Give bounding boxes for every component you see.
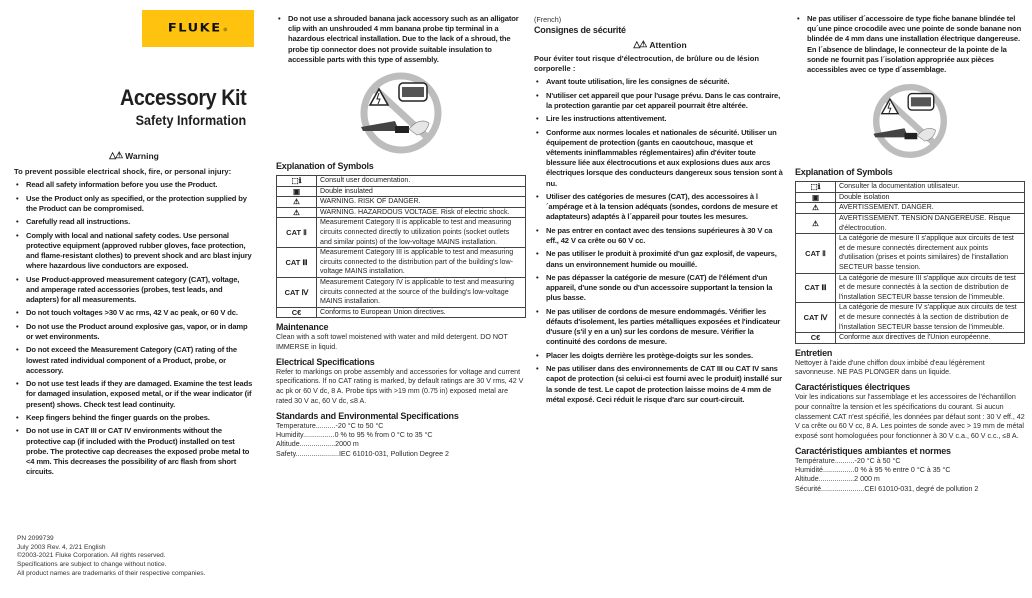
symbol-description: WARNING. HAZARDOUS VOLTAGE. Risk of electric shock. <box>317 207 526 218</box>
symbol-description: Double insulated <box>317 186 526 197</box>
list-item: • Read all safety information before you use the Product. <box>14 180 254 190</box>
table-row <box>277 207 526 218</box>
spec-value: -20 °C to 50 °C <box>335 421 384 430</box>
spec-row: Altitude..................2000 m <box>276 440 359 449</box>
spec-value: 2000 m <box>335 440 359 449</box>
spec-row: Humidité................0 % à 95 % entre 0 °C à 35 °C <box>795 466 951 475</box>
table-row <box>277 176 526 187</box>
warning-triangles-icon: △⚠ <box>633 39 647 49</box>
symbol-description: Consulter la documentation utilisateur. <box>836 182 1025 193</box>
table-row <box>796 192 1025 203</box>
spec-value: 2 000 m <box>854 475 880 484</box>
cat-iv-symbol: CAT Ⅳ <box>796 303 836 333</box>
french-electrical-heading: Caractéristiques électriques <box>795 382 910 393</box>
symbol-description: Double isolation <box>836 192 1025 203</box>
spec-label: Sécurité <box>795 484 822 493</box>
document-title: Accessory Kit <box>119 85 246 110</box>
banana-clip-prohibited-illustration <box>868 81 952 161</box>
spec-row: Altitude..................2 000 m <box>795 475 880 484</box>
french-symbols-heading: Explanation of Symbols <box>795 167 893 178</box>
warning-triangles-icon: △⚠ <box>109 150 123 160</box>
ce-mark-icon: C€ <box>796 333 836 344</box>
spec-label: Température <box>795 456 835 465</box>
list-item: • Ne pas utiliser de cordons de mesure endommagés. Vérifier les défauts d'isolement, les parties métalliques exposées et l'indicateur d'usure (s'il y en a un) sur les cordons de mesure. Vérifier la continuité des cordons de mesure. <box>534 307 786 348</box>
spec-value: IEC 61010-031, Pollution Degree 2 <box>338 449 449 458</box>
book-info-icon: ⬚ℹ <box>277 176 317 187</box>
list-item: • Ne pas utiliser le produit à proximité d'un gaz explosif, de vapeurs, dans un environnement humide ou mouillé. <box>534 249 786 269</box>
french-maintenance-text: Nettoyer à l'aide d'une chiffon doux imbibé d'eau légèrement savonneuse. NE PAS PLONGER dans un liquide. <box>795 358 985 377</box>
specs-list <box>276 422 526 460</box>
table-row <box>796 203 1025 214</box>
list-item: • N'utiliser cet appareil que pour l'usage prévu. Dans le cas contraire, la protection garantie par cet appareil pourrait être altérée. <box>534 91 786 111</box>
copyright: ©2003-2021 Fluke Corporation. All rights reserved. <box>17 552 166 560</box>
part-number: PN 2099739 <box>17 535 54 542</box>
spec-row: Humidity................0 % to 95 % from 0 °C to 35 °C <box>276 430 433 439</box>
english-column-1 <box>14 0 254 598</box>
french-maintenance-heading: Entretien <box>795 347 833 358</box>
spec-row: Safety......................IEC 61010-031, Pollution Degree 2 <box>276 449 449 458</box>
list-item: • Ne pas dépasser la catégorie de mesure (CAT) de l'élément d'un appareil, d'une sonde ou d'un accessoire supportant la tension la plus basse. <box>534 273 786 304</box>
hazardous-voltage-icon: ⚠ <box>796 214 836 234</box>
spec-notice: Specifications are subject to change without notice. <box>17 561 167 569</box>
cat-iii-symbol: CAT Ⅲ <box>277 248 317 278</box>
document-subtitle: Safety Information <box>135 112 246 128</box>
list-item: • Do not touch voltages >30 V ac rms, 42 V ac peak, or 60 V dc. <box>14 308 254 318</box>
french-title: Consignes de sécurité <box>534 25 626 35</box>
cat-iii-symbol: CAT Ⅲ <box>796 273 836 303</box>
french-symbols-table <box>795 181 1025 344</box>
symbol-description: Consult user documentation. <box>317 176 526 187</box>
warning-label: Warning <box>125 150 159 161</box>
spec-value: 0 % à 95 % entre 0 °C à 35 °C <box>854 466 951 475</box>
table-row <box>796 333 1025 344</box>
logo-text: FLUKE <box>167 22 222 35</box>
cat-ii-symbol: CAT Ⅱ <box>277 218 317 248</box>
document-footer <box>17 535 205 579</box>
table-row <box>796 182 1025 193</box>
spec-row: Temperature..........-20 °C to 50 °C <box>276 421 384 430</box>
table-row <box>796 214 1025 234</box>
list-item: • Do not use test leads if they are damaged. Examine the test leads for damaged insulation, exposed metal, or if the wear indicator (if present) shows. Check test lead continuity. <box>14 379 254 410</box>
cat-ii-symbol: CAT Ⅱ <box>796 234 836 273</box>
list-item: • Do not use in CAT III or CAT IV environments without the protective cap (if included with the Product) installed on test probe. The protective cap decreases the exposed probe metal to <4 mm. This decreases the possibility of arc flash from short circuits. <box>14 426 254 477</box>
symbol-description: AVERTISSEMENT. TENSION DANGEREUSE. Risque d'électrocution. <box>836 214 1025 234</box>
symbol-description: Measurement Category IV is applicable to test and measuring circuits connected at the source of the building's low-voltage MAINS installation. <box>317 277 526 307</box>
book-info-icon: ⬚ℹ <box>796 182 836 193</box>
banana-clip-prohibited-illustration <box>355 71 447 155</box>
list-item: • Ne pas utiliser dans des environnements de CAT III ou CAT IV sans capot de protection (si celui-ci est fourni avec le produit) installé sur la sonde de test. Le capot de protection laisse moins de 4 mm de métal exposé. Ceci réduit le risque d'arc sur court-circuit. <box>534 364 786 405</box>
symbol-description: Conforms to European Union directives. <box>317 307 526 318</box>
table-row <box>277 197 526 208</box>
list-item: • Placer les doigts derrière les protège-doigts sur les sondes. <box>534 351 786 361</box>
spec-row: Sécurité......................CEI 61010-031, degré de pollution 2 <box>795 484 979 493</box>
electrical-specs-text: Refer to markings on probe assembly and accessories for voltage and current specifications. If no CAT rating is marked, by default ratings are 30 V rms, 42 V ac pk or 60 V dc, 8 A. Probe tips with >19 mm (0.75 in) exposed metal are rated 30 V ac, 60 V dc, ≤8 A. <box>276 367 524 405</box>
list-item: • Utiliser des catégories de mesures (CAT), des accessoires à l´ampérage et à la tension adéquats (sondes, cordons de mesure et adaptateurs) adaptés à l´appareil pour toutes les mesures. <box>534 192 786 223</box>
logo-dot: ● <box>222 23 229 34</box>
warning-triangle-icon: ⚠ <box>796 203 836 214</box>
spec-label: Altitude <box>276 440 300 449</box>
double-insulated-icon: ▣ <box>796 192 836 203</box>
spec-label: Temperature <box>276 421 316 430</box>
maintenance-heading: Maintenance <box>276 322 329 333</box>
french-column-2 <box>795 14 1025 494</box>
symbol-description: La catégorie de mesure II s'applique aux circuits de test et de mesure connectés directement aux points d'utilisation (prises et points similaires) de l'installation SECTEUR basse tension. <box>836 234 1025 273</box>
table-row <box>796 303 1025 333</box>
table-row <box>277 248 526 278</box>
ce-mark-icon: C€ <box>277 307 317 318</box>
symbol-description: La catégorie de mesure III s'applique aux circuits de test et de mesure connectés à la section de distribution de l'installation SECTEUR basse tension de l'immeuble. <box>836 273 1025 303</box>
title-block <box>106 86 246 130</box>
symbol-description: Measurement Category II is applicable to test and measuring circuits connected directly to utilization points (socket outlets and similar points) of the low-voltage MAINS installation. <box>317 218 526 248</box>
list-item: • Keep fingers behind the finger guards on the probes. <box>14 413 254 423</box>
symbols-table <box>276 175 526 318</box>
list-item: • Conforme aux normes locales et nationales de sécurité. Utiliser un équipement de protection (gants en caoutchouc, masque et vêtements ininflammables réglementaires) afin d'éviter toute blessure liée aux électrocutions et aux explosions dues aux arcs électriques lorsque des conducteurs dangereux sous tension sont à nu. <box>534 128 786 189</box>
list-item: • Avant toute utilisation, lire les consignes de sécurité. <box>534 77 786 87</box>
list-item: • Do not use a shrouded banana jack accessory such as an alligator clip with an unshrouded 4 mm banana probe tip terminal in a hazardous electrical installation. Due to the lack of a shroud, the probe tip connector does not provide suitable insulation to accessible parts with this type of assembly. <box>276 14 526 65</box>
maintenance-text: Clean with a soft towel moistened with water and mild detergent. DO NOT IMMERSE in liquid. <box>276 333 508 352</box>
table-row <box>277 218 526 248</box>
spec-row: Température..........-20 °C à 50 °C <box>795 456 901 465</box>
table-row <box>796 234 1025 273</box>
list-item: • Do not exceed the Measurement Category (CAT) rating of the lowest rated individual component of a Product, probe, or accessory. <box>14 345 254 376</box>
list-item: • Use Product-approved measurement category (CAT), voltage, and amperage rated accessories (probes, test leads, and adapters) for all measurements. <box>14 275 254 306</box>
revision: July 2003 Rev. 4, 2/21 English <box>17 543 106 551</box>
french-column-1 <box>534 15 786 405</box>
list-item: • Ne pas entrer en contact avec des tensions supérieures à 30 V ca eff., 42 V ca crête ou 60 V cc. <box>534 226 786 246</box>
table-row <box>796 273 1025 303</box>
symbols-heading: Explanation of Symbols <box>276 161 374 172</box>
table-row <box>277 186 526 197</box>
spec-label: Humidité <box>795 466 823 475</box>
symbol-description: AVERTISSEMENT. DANGER. <box>836 203 1025 214</box>
list-item: • Carefully read all instructions. <box>14 217 254 227</box>
list-item: • Use the Product only as specified, or the protection supplied by the Product can be compromised. <box>14 194 254 214</box>
french-banana-warning-list <box>795 14 1025 75</box>
warning-heading <box>14 150 254 161</box>
spec-value: 0 % to 95 % from 0 °C to 35 °C <box>334 430 433 439</box>
french-specs-list <box>795 457 1025 495</box>
english-column-2 <box>276 14 526 459</box>
language-label: (French) <box>534 15 562 24</box>
french-warning-list <box>534 77 786 405</box>
symbol-description: Conforme aux directives de l'Union européenne. <box>836 333 1025 344</box>
list-item: • Comply with local and national safety codes. Use personal protective equipment (approved rubber gloves, face protection, and flame-resistant clothes) to prevent shock and arc blast injury where hazardous live conductors are exposed. <box>14 231 254 272</box>
list-item: • Do not use the Product around explosive gas, vapor, or in damp or wet environments. <box>14 322 254 342</box>
warning-intro: To prevent possible electrical shock, fire, or personal injury: <box>14 167 232 176</box>
spec-label: Altitude <box>795 475 819 484</box>
english-warning-list <box>14 180 254 477</box>
list-item: • Ne pas utiliser d´accessoire de type fiche banane blindée tel qu´une pince crocodile avec une pointe de sonde banane non blindée de 4 mm dans une installation électrique dangereuse. En l´absence de blindage, le connecteur de la pointe de la sonde ne fournit pas l´isolation appropriée aux pièces accessibles avec ce type d´assemblage. <box>795 14 1025 75</box>
spec-label: Humidity <box>276 430 304 439</box>
attention-heading <box>534 39 786 50</box>
standards-heading: Standards and Environmental Specifications <box>276 410 459 421</box>
double-insulated-icon: ▣ <box>277 186 317 197</box>
table-row <box>277 307 526 318</box>
symbol-description: WARNING. RISK OF DANGER. <box>317 197 526 208</box>
hazardous-voltage-icon: ⚠ <box>277 207 317 218</box>
spec-value: -20 °C à 50 °C <box>854 456 901 465</box>
symbol-description: La catégorie de mesure IV s'applique aux circuits de test et de mesure connectés à la section de distribution de l'installation SECTEUR basse tension de l'immeuble. <box>836 303 1025 333</box>
banana-warning-list <box>276 14 526 65</box>
list-item: • Lire les instructions attentivement. <box>534 114 786 124</box>
spec-value: CEI 61010-031, degré de pollution 2 <box>864 484 979 493</box>
table-row <box>277 277 526 307</box>
warning-triangle-icon: ⚠ <box>277 197 317 208</box>
french-intro: Pour éviter tout risque d'électrocution, de brûlure ou de lésion corporelle : <box>534 54 760 73</box>
french-standards-heading: Caractéristiques ambiantes et normes <box>795 445 951 456</box>
french-electrical-text: Voir les indications sur l'assemblage et les accessoires de l'échantillon pour connaître la tension et les spécifications du courant. Si aucun classement CAT n'est spécifié, les données par défaut sont : 30 V eff., 42 V ca crête ou 60 V cc, 8 A. Les pointes de sonde avec > 19 mm de métal exposé sont homologuées pour fonctionner à 30 V c.a., 60 V c.c., ≤8 A. <box>795 393 1025 440</box>
attention-label: Attention <box>649 39 687 50</box>
symbol-description: Measurement Category III is applicable to test and measuring circuits connected to the distribution part of the building's low-voltage MAINS installation. <box>317 248 526 278</box>
cat-iv-symbol: CAT Ⅳ <box>277 277 317 307</box>
spec-label: Safety <box>276 449 296 458</box>
electrical-specs-heading: Electrical Specifications <box>276 356 375 367</box>
trademark-notice: All product names are trademarks of their respective companies. <box>17 569 206 577</box>
